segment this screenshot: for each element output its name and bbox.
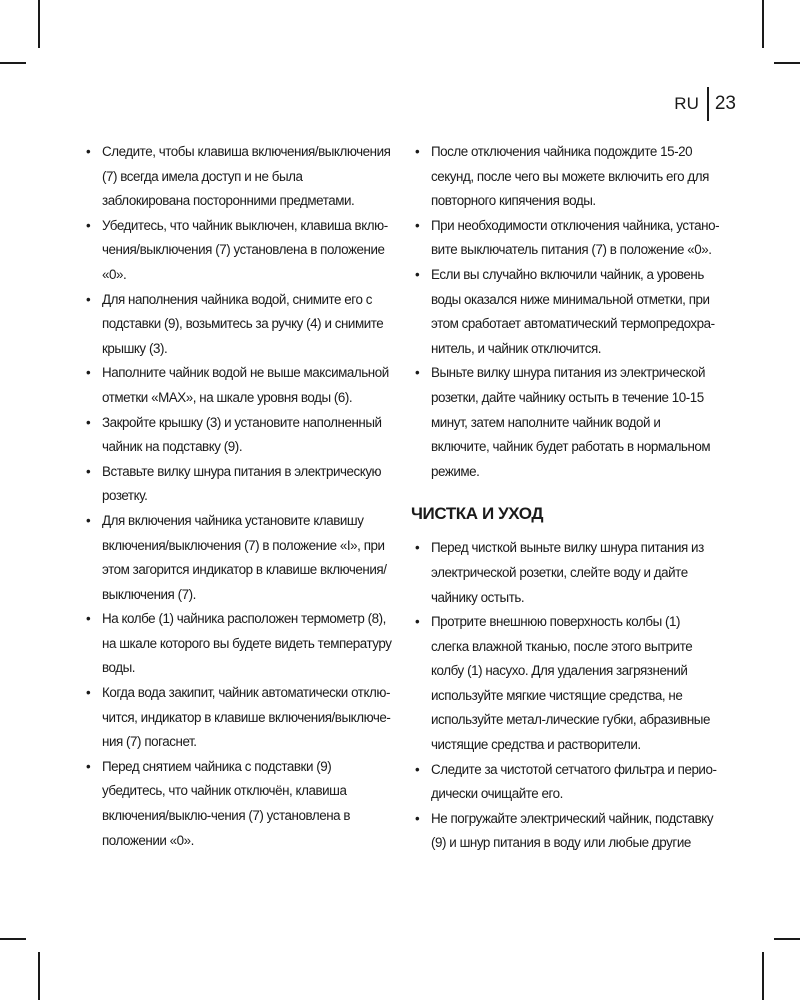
list-item: • Перед снятием чайника с подставки (9) убедитесь, что чайник отключён, клавиша включения/выклю-чения (7) установлена в положении «0». [82,755,392,853]
page-header [674,90,736,118]
left-bullet-list [82,140,392,853]
header-divider [707,87,709,121]
crop-mark-bottom-right-vertical [762,952,764,1000]
list-item: • Если вы случайно включили чайник, а уровень воды оказался ниже минимальной отметки, при этом сработает автоматический термопредохра-нитель, и чайник отключится. [411,263,721,361]
list-item: • Когда вода закипит, чайник автоматически отклю-чится, индикатор в клавише включения/выключе-ния (7) погаснет. [82,681,392,755]
list-item: • При необходимости отключения чайника, устано-вите выключатель питания (7) в положение «0». [411,214,721,263]
list-item: • Перед чисткой выньте вилку шнура питания из электрической розетки, слейте воду и дайте чайнику остыть. [411,536,721,610]
list-item: • Не погружайте электрический чайник, подставку (9) и шнур питания в воду или любые другие [411,807,721,856]
page-number: 23 [714,93,736,114]
crop-mark-top-left-horizontal [0,62,26,64]
crop-mark-bottom-left-vertical [38,952,40,1000]
list-item: • Убедитесь, что чайник выключен, клавиша вклю-чения/выключения (7) установлена в положение «0». [82,214,392,288]
list-item: • Наполните чайник водой не выше максимальной отметки «MAX», на шкале уровня воды (6). [82,361,392,410]
list-item: • Выньте вилку шнура питания из электрической розетки, дайте чайнику остыть в течение 10-15 минут, затем наполните чайник водой и включите, чайник будет работать в нормальном режиме. [411,361,721,484]
right-column [411,140,721,856]
crop-mark-top-right-vertical [762,0,764,48]
left-column [82,140,392,853]
section-title-cleaning: ЧИСТКА И УХОД [411,504,544,524]
list-item: • Следите за чистотой сетчатого фильтра и перио-дически очищайте его. [411,758,721,807]
crop-mark-top-right-horizontal [774,62,800,64]
list-item: • Для включения чайника установите клавишу включения/выключения (7) в положение «I», при этом загорится индикатор в клавише включения/выключения (7). [82,509,392,607]
list-item: • Следите, чтобы клавиша включения/выключения (7) всегда имела доступ и не была заблокирована посторонними предметами. [82,140,392,214]
list-item: • Вставьте вилку шнура питания в электрическую розетку. [82,460,392,509]
list-item: • Протрите внешнюю поверхность колбы (1) слегка влажной тканью, после этого вытрите колбу (1) насухо. Для удаления загрязнений используйте мягкие чистящие средства, не используйте метал-лические губки, абразивные чистящие средства и растворители. [411,610,721,758]
cleaning-bullet-list [411,536,721,856]
crop-mark-bottom-right-horizontal [774,938,800,940]
crop-mark-bottom-left-horizontal [0,938,26,940]
crop-mark-top-left-vertical [38,0,40,48]
list-item: • После отключения чайника подождите 15-20 секунд, после чего вы можете включить его для повторного кипячения воды. [411,140,721,214]
language-label: RU [674,94,699,113]
right-bullet-list [411,140,721,484]
list-item: • Для наполнения чайника водой, снимите его с подставки (9), возьмитесь за ручку (4) и снимите крышку (3). [82,288,392,362]
list-item: • На колбе (1) чайника расположен термометр (8), на шкале которого вы будете видеть температуру воды. [82,607,392,681]
list-item: • Закройте крышку (3) и установите наполненный чайник на подставку (9). [82,411,392,460]
